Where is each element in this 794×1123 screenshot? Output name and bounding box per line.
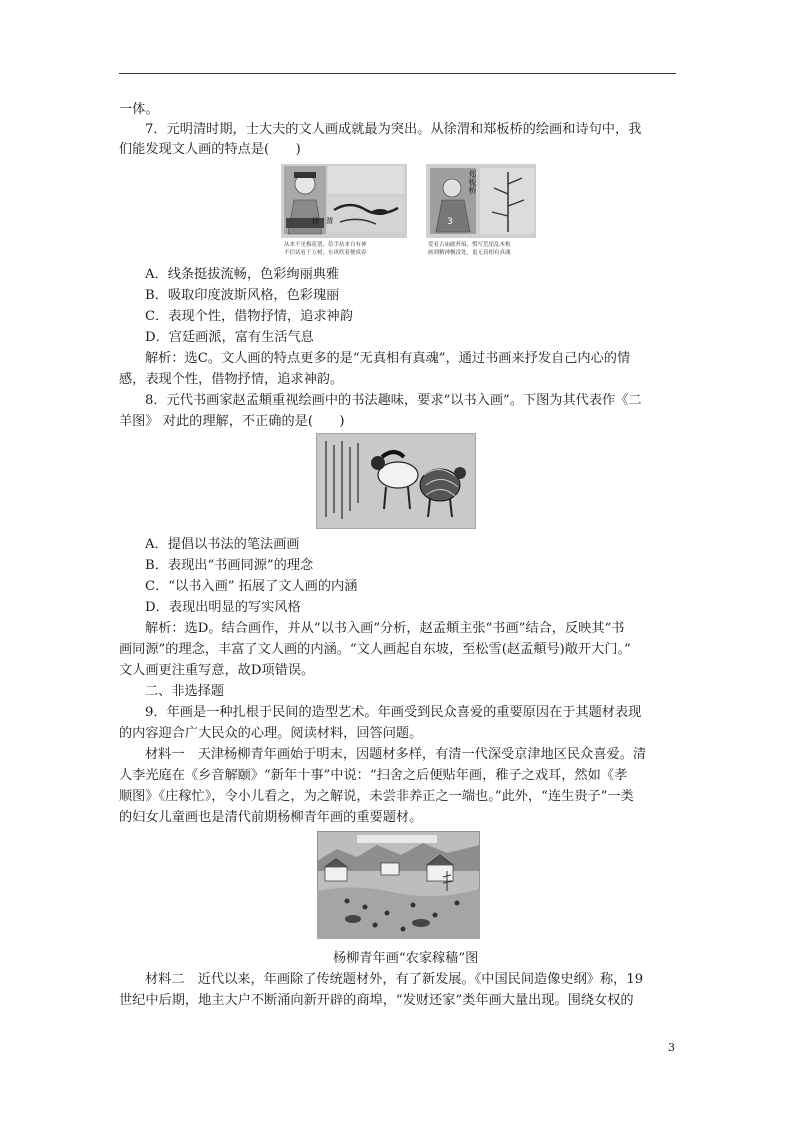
- material-1-cont-2: 顺图》《庄稼忙》，令小儿看之，为之解说，未尝非养正之一端也。”此外，“连生贵子”一类: [119, 789, 634, 804]
- question-7: 7．元明清时期，士大夫的文人画成就最为突出。从徐渭和郑板桥的绘画和诗句中，我: [145, 122, 642, 137]
- q8-analysis: 解析：选D。结合画作，并从“以书入画”分析，赵孟頫主张“书画”结合，反映其“书: [145, 621, 625, 636]
- figure-caption: 杨柳青年画“农家稼穑”图: [333, 951, 479, 966]
- q7-option-a: A．线条挺拔流畅，色彩绚丽典雅: [145, 267, 340, 282]
- q8-option-d: D．表现出明显的写实风格: [145, 600, 301, 615]
- zheng-poem-2: 画到精神飘没处，更无真相有真魂: [428, 250, 511, 256]
- page-number: 3: [668, 1041, 675, 1054]
- q8-analysis-cont-2: 文人画更注重写意，故D项错误。: [119, 663, 315, 678]
- q7-analysis-cont: 感，表现个性，借物抒情，追求神韵。: [119, 372, 344, 387]
- material-2-cont: 世纪中后期，地主大户不断涌向新开辟的商埠，“发财还家”类年画大量出现。围绕女权的: [119, 993, 634, 1008]
- figure-yangliuqing-painting: [317, 831, 480, 939]
- question-7-cont: 们能发现文人画的特点是( ): [119, 142, 301, 157]
- material-1-cont-1: 人李光庭在《乡音解颐》“新年十事”中说：“扫舍之后便贴年画，稚子之戏耳，然如《孝: [119, 768, 628, 783]
- zheng-poem-1: 爱看古庙破苔痕，慣写荒崖乱木根: [428, 242, 511, 248]
- question-8: 8．元代书画家赵孟頫重视绘画中的书法趣味，要求“以书入画”。下图为其代表作《二: [145, 393, 642, 408]
- material-1: 材料一 天津杨柳青年画始于明末，因题材多样，有清一代深受京津地区民众喜爱。清: [145, 747, 647, 762]
- question-9: 9．年画是一种扎根于民间的造型艺术。年画受到民众喜爱的重要原因在于其题材表现: [145, 705, 642, 720]
- xu-wei-poem-2: 不信试看千万树，东风吹着便成春: [284, 250, 367, 256]
- material-2: 材料二 近代以来，年画除了传统题材外，有了新发展。《中国民间造像史纲》称，19: [145, 972, 644, 987]
- section-heading: 二、非选择题: [145, 684, 225, 699]
- q8-option-c: C．“以书入画” 拓展了文人画的内涵: [145, 579, 358, 594]
- q8-option-b: B．表现出“书画同源”的理念: [145, 558, 314, 573]
- farming-scene-painting: [317, 831, 480, 939]
- zheng-banqiao-label: 郑板桥: [468, 170, 477, 194]
- text-line: 一体。: [119, 102, 159, 117]
- xu-wei-poem-1: 从来不见梅花谱，信手拈来自有神: [284, 242, 367, 248]
- q7-option-d: D．宫廷画派，富有生活气息: [145, 330, 314, 345]
- question-9-cont: 的内容迎合广大民众的心理。阅读材料，回答问题。: [119, 726, 423, 741]
- svg-text:3: 3: [447, 217, 453, 227]
- material-1-cont-3: 的妇女儿童画也是清代前期杨柳青年画的重要题材。: [119, 810, 423, 825]
- two-sheep-painting: [316, 433, 476, 529]
- figure-xu-wei-zheng-banqiao: [280, 162, 538, 262]
- xu-wei-label: 徐 渭: [312, 217, 333, 225]
- figure-two-sheep: [316, 433, 476, 529]
- question-8-cont: 羊图》 对此的理解，不正确的是( ): [119, 414, 345, 429]
- q8-analysis-cont: 画同源”的理念，丰富了文人画的内涵。“文人画起自东坡，至松雪(赵孟頫号)敞开大门。”: [119, 642, 631, 657]
- q7-option-c: C．表现个性，借物抒情，追求神韵: [145, 309, 353, 324]
- q8-option-a: A．提倡以书法的笔法画画: [145, 537, 300, 552]
- q7-analysis: 解析：选C。文人画的特点更多的是“无真相有真魂”，通过书画来抒发自己内心的情: [145, 351, 631, 366]
- q7-option-b: B．吸取印度波斯风格，色彩瑰丽: [145, 288, 340, 303]
- header-rule: [119, 73, 676, 74]
